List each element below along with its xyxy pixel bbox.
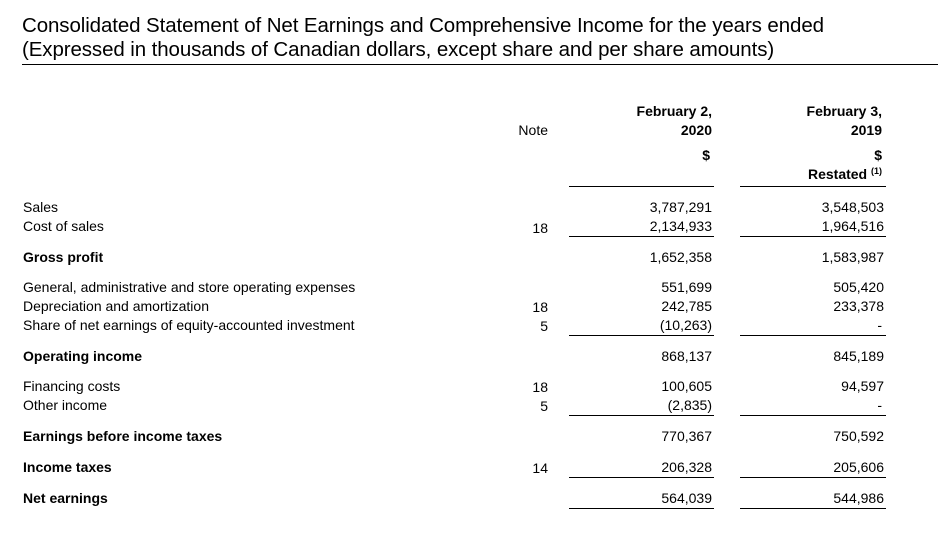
restated-text: Restated	[807, 166, 868, 182]
note-financing-costs: 18	[532, 379, 548, 395]
cell-gross-profit-2019: 1,583,987	[821, 249, 884, 265]
cell-operating-income-2019: 845,189	[833, 348, 884, 364]
note-depreciation: 18	[532, 299, 548, 315]
subtotal-rule-2020	[569, 335, 714, 336]
row-label-equity-investment: Share of net earnings of equity-accounted investment	[23, 317, 355, 333]
current-period-year: 2020	[680, 122, 712, 138]
cell-equity-investment-2019: -	[877, 317, 882, 333]
cell-sales-2019: 3,548,503	[821, 199, 884, 215]
note-equity-investment: 5	[540, 318, 548, 334]
row-label-income-taxes: Income taxes	[23, 459, 112, 475]
cell-gross-profit-2020: 1,652,358	[649, 249, 712, 265]
statement-title	[22, 14, 932, 62]
cell-sales-2020: 3,787,291	[649, 199, 712, 215]
subtotal-rule-2019	[740, 477, 886, 478]
subtotal-rule-2020	[569, 477, 714, 478]
total-rule-2019	[740, 508, 886, 509]
row-label-net-earnings: Net earnings	[23, 490, 108, 506]
cell-income-taxes-2020: 206,328	[661, 459, 712, 475]
cell-net-earnings-2020: 564,039	[661, 490, 712, 506]
cell-cost-of-sales-2019: 1,964,516	[821, 218, 884, 234]
cell-financing-costs-2019: 94,597	[841, 378, 884, 394]
row-label-operating-income: Operating income	[23, 348, 143, 364]
cell-financing-costs-2020: 100,605	[661, 378, 712, 394]
note-other-income: 5	[540, 398, 548, 414]
note-column-header: Note	[518, 122, 548, 138]
note-cost-of-sales: 18	[532, 220, 548, 236]
cell-depreciation-2019: 233,378	[833, 298, 884, 314]
prior-period-date: February 3,	[806, 103, 882, 119]
cell-equity-investment-2020: (10,263)	[659, 317, 712, 333]
current-currency-symbol: $	[702, 147, 710, 163]
cell-other-income-2019: -	[877, 397, 882, 413]
cell-other-income-2020: (2,835)	[667, 397, 712, 413]
row-label-earnings-before-taxes: Earnings before income taxes	[23, 428, 223, 444]
subtotal-rule-2020	[569, 236, 714, 237]
subtotal-rule-2019	[740, 335, 886, 336]
cell-income-taxes-2019: 205,606	[833, 459, 884, 475]
cell-operating-income-2020: 868,137	[661, 348, 712, 364]
prior-restated-label	[740, 165, 882, 184]
row-label-sales: Sales	[23, 199, 59, 215]
cell-earnings-before-taxes-2019: 750,592	[833, 428, 884, 444]
prior-currency-symbol: $	[874, 147, 882, 163]
current-column-rule	[569, 186, 714, 187]
title-underline	[22, 64, 938, 65]
restated-footnote-ref: (1)	[871, 166, 882, 176]
total-rule-2020	[569, 508, 714, 509]
cell-earnings-before-taxes-2020: 770,367	[661, 428, 712, 444]
subtotal-rule-2020	[569, 415, 714, 416]
cell-depreciation-2020: 242,785	[661, 298, 712, 314]
cell-general-admin-2019: 505,420	[833, 279, 884, 295]
statement-title-line-1: Consolidated Statement of Net Earnings and Comprehensive Income for the years ended	[22, 14, 824, 37]
subtotal-rule-2019	[740, 415, 886, 416]
row-label-other-income: Other income	[23, 397, 108, 413]
row-label-financing-costs: Financing costs	[23, 378, 121, 394]
cell-general-admin-2020: 551,699	[661, 279, 712, 295]
cell-net-earnings-2019: 544,986	[833, 490, 884, 506]
statement-title-line-2: (Expressed in thousands of Canadian dollars, except share and per share amounts)	[22, 38, 775, 61]
note-income-taxes: 14	[532, 460, 548, 476]
row-label-depreciation: Depreciation and amortization	[23, 298, 209, 314]
current-period-date: February 2,	[636, 103, 712, 119]
subtotal-rule-2019	[740, 236, 886, 237]
row-label-gross-profit: Gross profit	[23, 249, 104, 265]
prior-column-rule	[740, 186, 886, 187]
prior-period-year: 2019	[850, 122, 882, 138]
row-label-general-admin-expenses: General, administrative and store operating expenses	[23, 279, 356, 295]
row-label-cost-of-sales: Cost of sales	[23, 218, 104, 234]
cell-cost-of-sales-2020: 2,134,933	[649, 218, 712, 234]
